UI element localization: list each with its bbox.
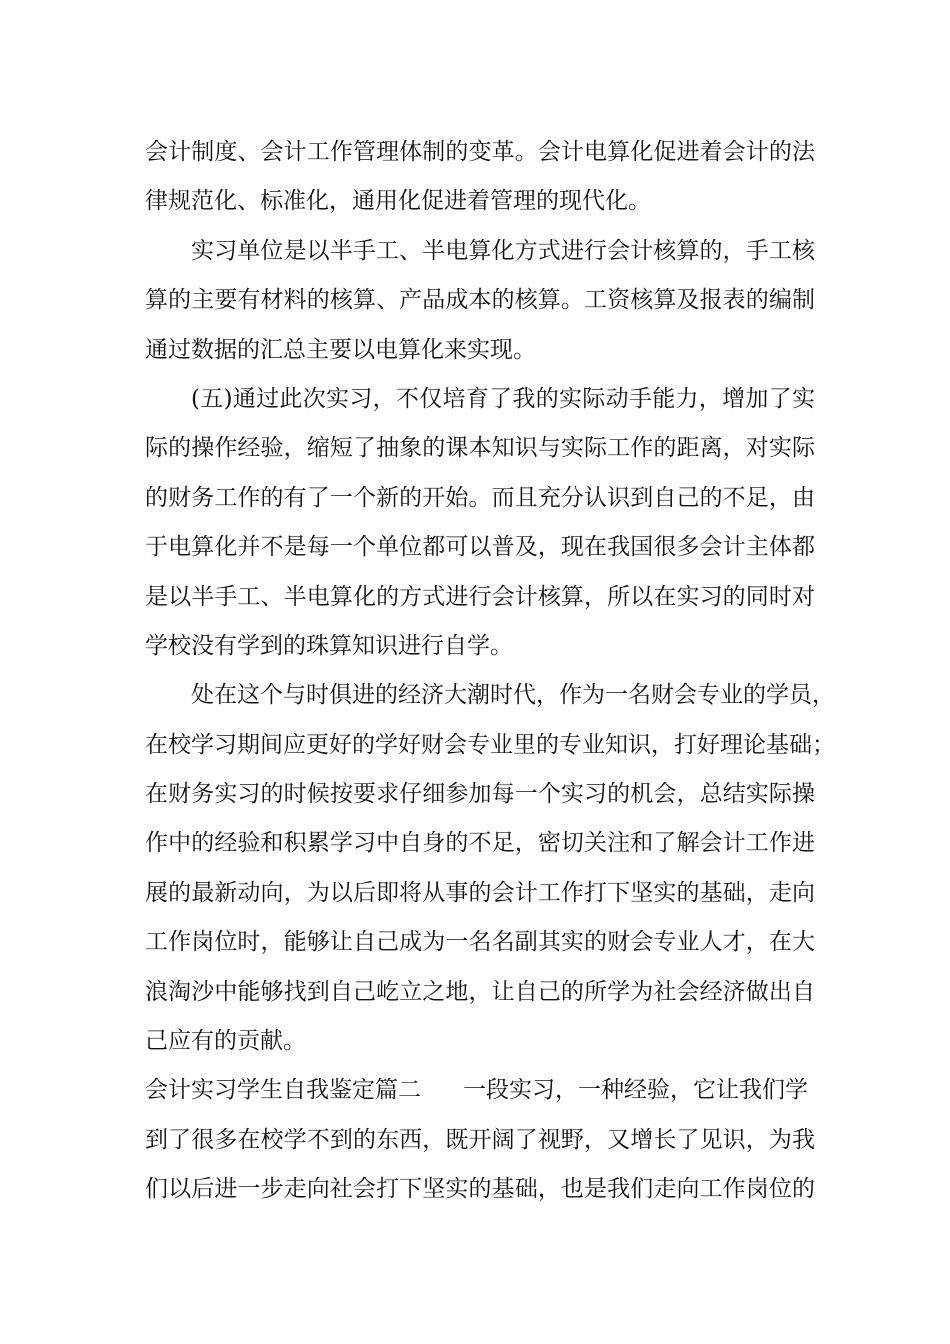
- paragraph-2-line-3: 通过数据的汇总主要以电算化来实现。: [145, 336, 536, 363]
- paragraph-4-line-7: 浪淘沙中能够找到自己屹立之地，让自己的所学为社会经济做出自: [145, 978, 815, 1005]
- paragraph-3-line-5: 是以半手工、半电算化的方式进行会计核算，所以在实习的同时对: [145, 583, 815, 610]
- document-body: [145, 128, 835, 1215]
- paragraph-4-line-1: 处在这个与时俱进的经济大潮时代，作为一名财会专业的学员，: [191, 682, 835, 709]
- paragraph-2-line-2: 算的主要有材料的核算、产品成本的核算。工资核算及报表的编制: [145, 287, 815, 314]
- paragraph-4-line-4: 作中的经验和积累学习中自身的不足，密切关注和了解会计工作进: [145, 830, 815, 857]
- paragraph-4-line-8: 己应有的贡献。: [145, 1028, 306, 1055]
- paragraph-2-line-1: 实习单位是以半手工、半电算化方式进行会计核算的，手工核: [191, 237, 815, 264]
- paragraph-5-line-1-text: 一段实习，一种经验，它让我们学: [463, 1077, 808, 1104]
- paragraph-3-line-3: 的财务工作的有了一个新的开始。而且充分认识到自己的不足，由: [145, 484, 815, 511]
- paragraph-3-line-4: 于电算化并不是每一个单位都可以普及，现在我国很多会计主体都: [145, 534, 815, 561]
- paragraph-4-line-3: 在财务实习的时候按要求仔细参加每一个实习的机会，总结实际操: [145, 781, 815, 808]
- paragraph-3-line-6: 学校没有学到的珠算知识进行自学。: [145, 632, 513, 659]
- paragraph-3-line-2: 际的操作经验，缩短了抽象的课本知识与实际工作的距离，对实际: [145, 435, 815, 462]
- paragraph-5-line-2: 到了很多在校学不到的东西，既开阔了视野，又增长了见识，为我: [145, 1126, 815, 1153]
- section-heading: 会计实习学生自我鉴定篇二: [145, 1077, 421, 1104]
- paragraph-4-line-2: 在校学习期间应更好的学好财会专业里的专业知识，打好理论基础；: [145, 731, 835, 758]
- paragraph-1-line-1: 会计制度、会计工作管理体制的变革。会计电算化促进着会计的法: [145, 139, 815, 165]
- paragraph-5-line-3: 们以后进一步走向社会打下坚实的基础，也是我们走向工作岗位的: [145, 1176, 815, 1203]
- paragraph-4-line-5: 展的最新动向，为以后即将从事的会计工作打下坚实的基础，走向: [145, 879, 815, 906]
- paragraph-4-line-6: 工作岗位时，能够让自己成为一名名副其实的财会专业人才，在大: [145, 929, 815, 956]
- paragraph-1-line-2: 律规范化、标准化，通用化促进着管理的现代化。: [145, 188, 651, 215]
- paragraph-5-line-1: [145, 1066, 815, 1115]
- paragraph-3-line-1: (五)通过此次实习，不仅培育了我的实际动手能力，增加了实: [191, 385, 815, 412]
